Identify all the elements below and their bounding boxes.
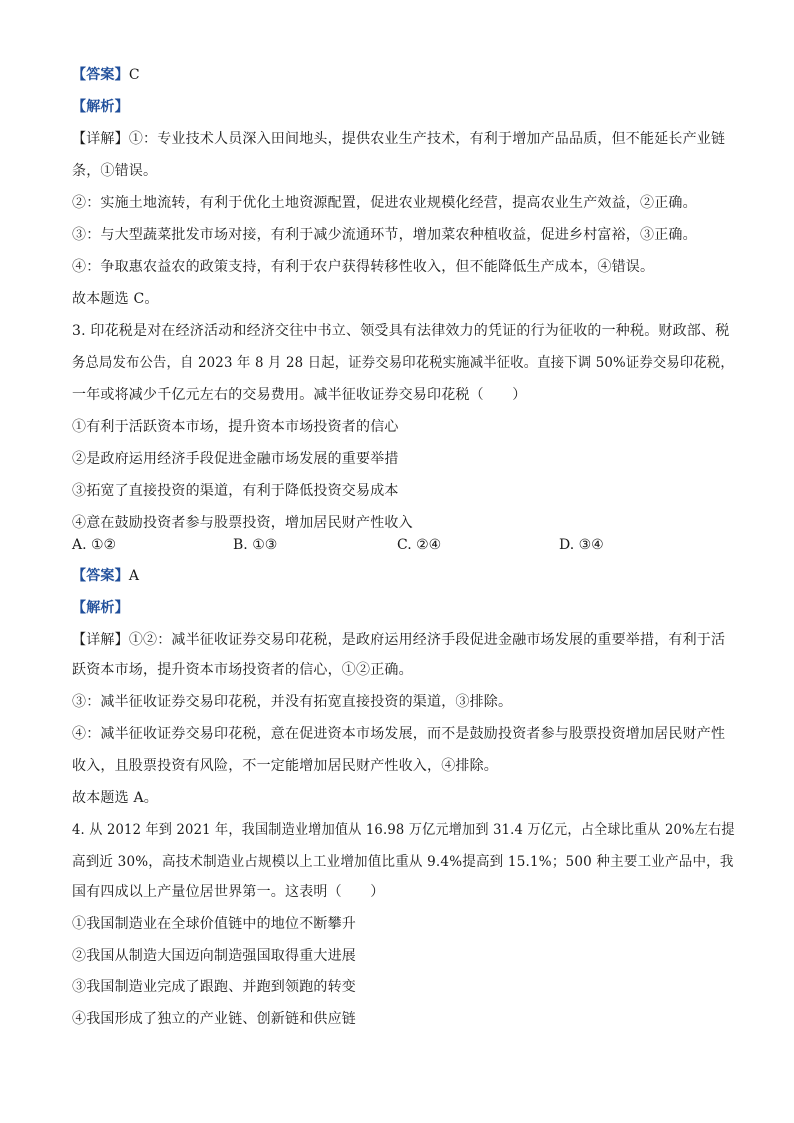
conclusion-line: 故本题选 C。 [72, 291, 159, 307]
conclusion-line: 故本题选 A。 [72, 790, 158, 806]
detail-line: 跃资本市场，提升资本市场投资者的信心，①②正确。 [72, 662, 413, 678]
detail-text: ①②：减半征收证券交易印花税，是政府运用经济手段促进金融市场发展的重要举措，有利于活 [128, 632, 726, 648]
detail-text: ①：专业技术人员深入田间地头，提供农业生产技术，有利于增加产品品质，但不能延长产业链 [128, 131, 726, 147]
detail-line: ③：与大型蔬菜批发市场对接，有利于减少流通环节，增加菜农种植收益，促进乡村富裕，③正确。 [72, 227, 697, 243]
detail-line: ②：实施土地流转，有利于优化土地资源配置，促进农业规模化经营，提高农业生产效益，②正确。 [72, 195, 697, 211]
detail-line: ③：减半征收证券交易印花税，并没有拓宽直接投资的渠道，③排除。 [72, 694, 513, 710]
detail-line: 收入，且股票投资有风险，不一定能增加居民财产性收入，④排除。 [72, 758, 498, 774]
question-stem-line: 务总局发布公告，自 2023 年 8 月 28 日起，证券交易印花税实施减半征收。直接下调 50%证券交易印花税， [72, 355, 734, 371]
detail-tag: 【详解】 [72, 131, 129, 147]
question-stem-line: 一年或将减少千亿元左右的交易费用。减半征收证券交易印花税（ ） [72, 387, 527, 403]
answer-tag: 【答案】 [72, 67, 129, 83]
statement-line: ②是政府运用经济手段促进金融市场发展的重要举措 [72, 451, 399, 467]
answer-line [72, 65, 140, 85]
analysis-tag: 【解析】 [72, 99, 129, 115]
detail-line [72, 129, 725, 149]
detail-line: ④：争取惠农益农的政策支持，有利于农户获得转移性收入，但不能降低生产成本，④错误。 [72, 259, 655, 275]
analysis-tag-line [72, 97, 129, 117]
statement-line: ④意在鼓励投资者参与股票投资，增加居民财产性收入 [72, 515, 413, 531]
option-b: B. ①③ [233, 537, 278, 553]
answer-line [72, 566, 139, 586]
question-stem-line: 4. 从 2012 年到 2021 年，我国制造业增加值从 16.98 万亿元增加到 31.4 万亿元，占全球比重从 20%左右提 [72, 822, 735, 838]
statement-line: ①我国制造业在全球价值链中的地位不断攀升 [72, 916, 356, 932]
statement-line: ②我国从制造大国迈向制造强国取得重大进展 [72, 948, 356, 964]
statement-line: ③拓宽了直接投资的渠道，有利于降低投资交易成本 [72, 483, 399, 499]
answer-value: C [128, 67, 140, 83]
detail-tag: 【详解】 [72, 632, 129, 648]
option-a: A. ①② [72, 537, 117, 553]
analysis-tag: 【解析】 [72, 600, 129, 616]
statement-line: ③我国制造业完成了跟跑、并跑到领跑的转变 [72, 979, 356, 995]
question-stem-line: 3. 印花税是对在经济活动和经济交往中书立、领受具有法律效力的凭证的行为征收的一种税。财政部、税 [72, 323, 730, 339]
question-stem-line: 高到近 30%，高技术制造业占规模以上工业增加值比重从 9.4%提高到 15.1%；500 种主要工业产品中，我 [72, 854, 734, 870]
option-d: D. ③④ [559, 537, 604, 553]
question-stem-line: 国有四成以上产量位居世界第一。这表明（ ） [72, 884, 385, 900]
detail-line: 条，①错误。 [72, 163, 158, 179]
detail-line: ④：减半征收证券交易印花税，意在促进资本市场发展，而不是鼓励投资者参与股票投资增加居民财产性 [72, 726, 726, 742]
answer-value: A [128, 568, 140, 584]
detail-line [72, 630, 725, 650]
statement-line: ①有利于活跃资本市场，提升资本市场投资者的信心 [72, 419, 399, 435]
statement-line: ④我国形成了独立的产业链、创新链和供应链 [72, 1011, 356, 1027]
answer-tag: 【答案】 [72, 568, 129, 584]
option-c: C. ②④ [397, 537, 442, 553]
analysis-tag-line [72, 598, 129, 618]
